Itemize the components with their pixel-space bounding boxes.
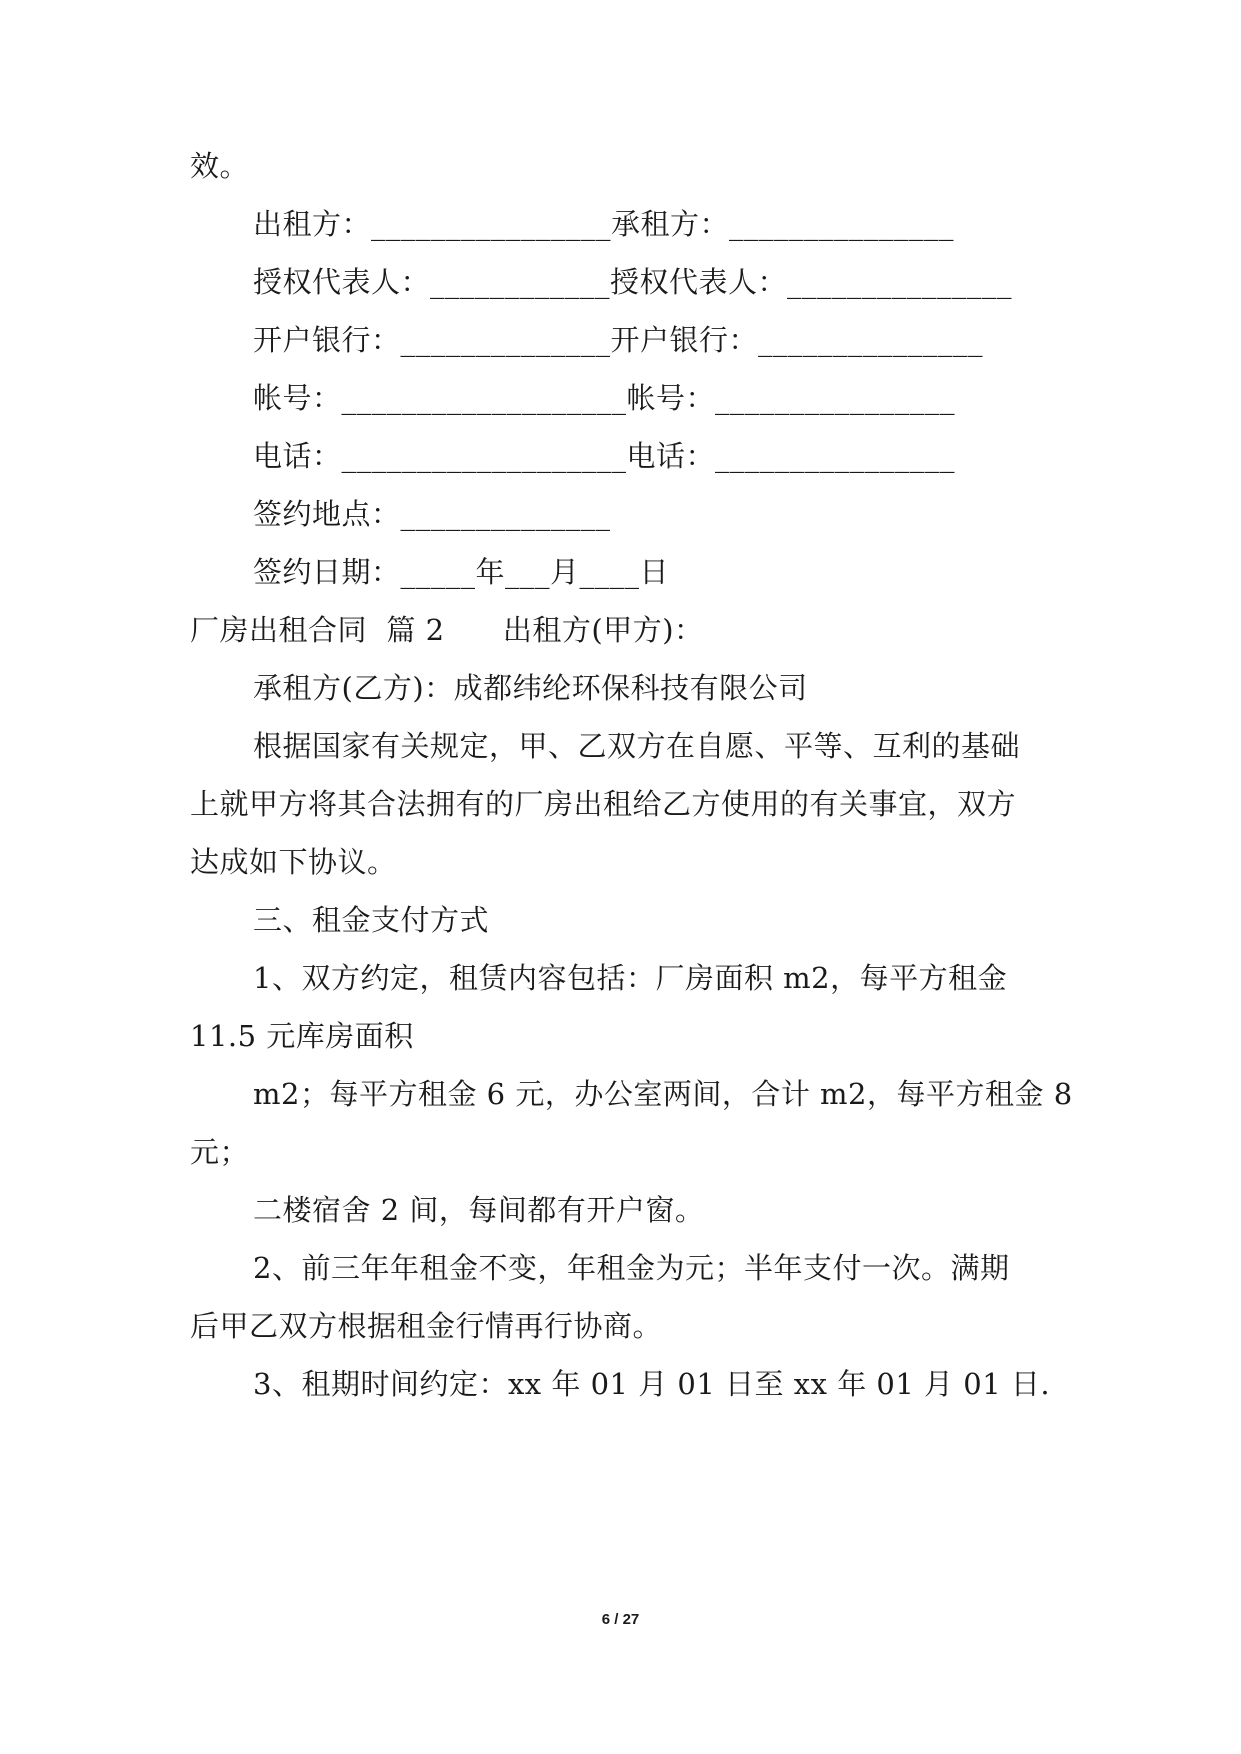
text-line: 3、租期时间约定：xx 年 01 月 01 日至 xx 年 01 月 01 日. [253, 1367, 1051, 1401]
text-line: 11.5 元库房面积 [190, 1019, 414, 1053]
signature-line-lessor-lessee: 出租方：________________承租方：_______________ [253, 207, 955, 241]
text-line: 1、双方约定，租赁内容包括：厂房面积 m2，每平方租金 [253, 961, 1008, 995]
text-line: 上就甲方将其合法拥有的厂房出租给乙方使用的有关事宜，双方 [190, 787, 1017, 821]
signature-line-place: 签约地点：______________ [253, 497, 611, 531]
section-heading: 厂房出租合同 篇 2 出租方(甲方)： [190, 613, 704, 647]
text-line: 根据国家有关规定，甲、乙双方在自愿、平等、互利的基础 [253, 729, 1021, 763]
signature-line-date: 签约日期：_____年___月____日 [253, 555, 670, 589]
clause-heading: 三、租金支付方式 [253, 903, 490, 937]
text-line: 二楼宿舍 2 间，每间都有开户窗。 [253, 1193, 705, 1227]
signature-line-phone: 电话：___________________电话：________________ [253, 439, 956, 473]
text-line: m2；每平方租金 6 元，办公室两间，合计 m2，每平方租金 8 [253, 1077, 1073, 1111]
text-line: 2、前三年年租金不变，年租金为元；半年支付一次。满期 [253, 1251, 1010, 1285]
text-line: 元； [190, 1135, 250, 1169]
text-line: 达成如下协议。 [190, 845, 397, 879]
page-number: 6 / 27 [601, 1611, 640, 1628]
signature-line-bank: 开户银行：______________开户银行：_______________ [253, 323, 984, 357]
text-line: 承租方(乙方)：成都纬纶环保科技有限公司 [253, 671, 808, 705]
text-line: 效。 [190, 149, 250, 183]
text-line: 后甲乙双方根据租金行情再行协商。 [190, 1309, 663, 1343]
signature-line-account: 帐号：___________________帐号：________________ [253, 381, 956, 415]
signature-line-representative: 授权代表人：____________授权代表人：_______________ [253, 265, 1013, 299]
